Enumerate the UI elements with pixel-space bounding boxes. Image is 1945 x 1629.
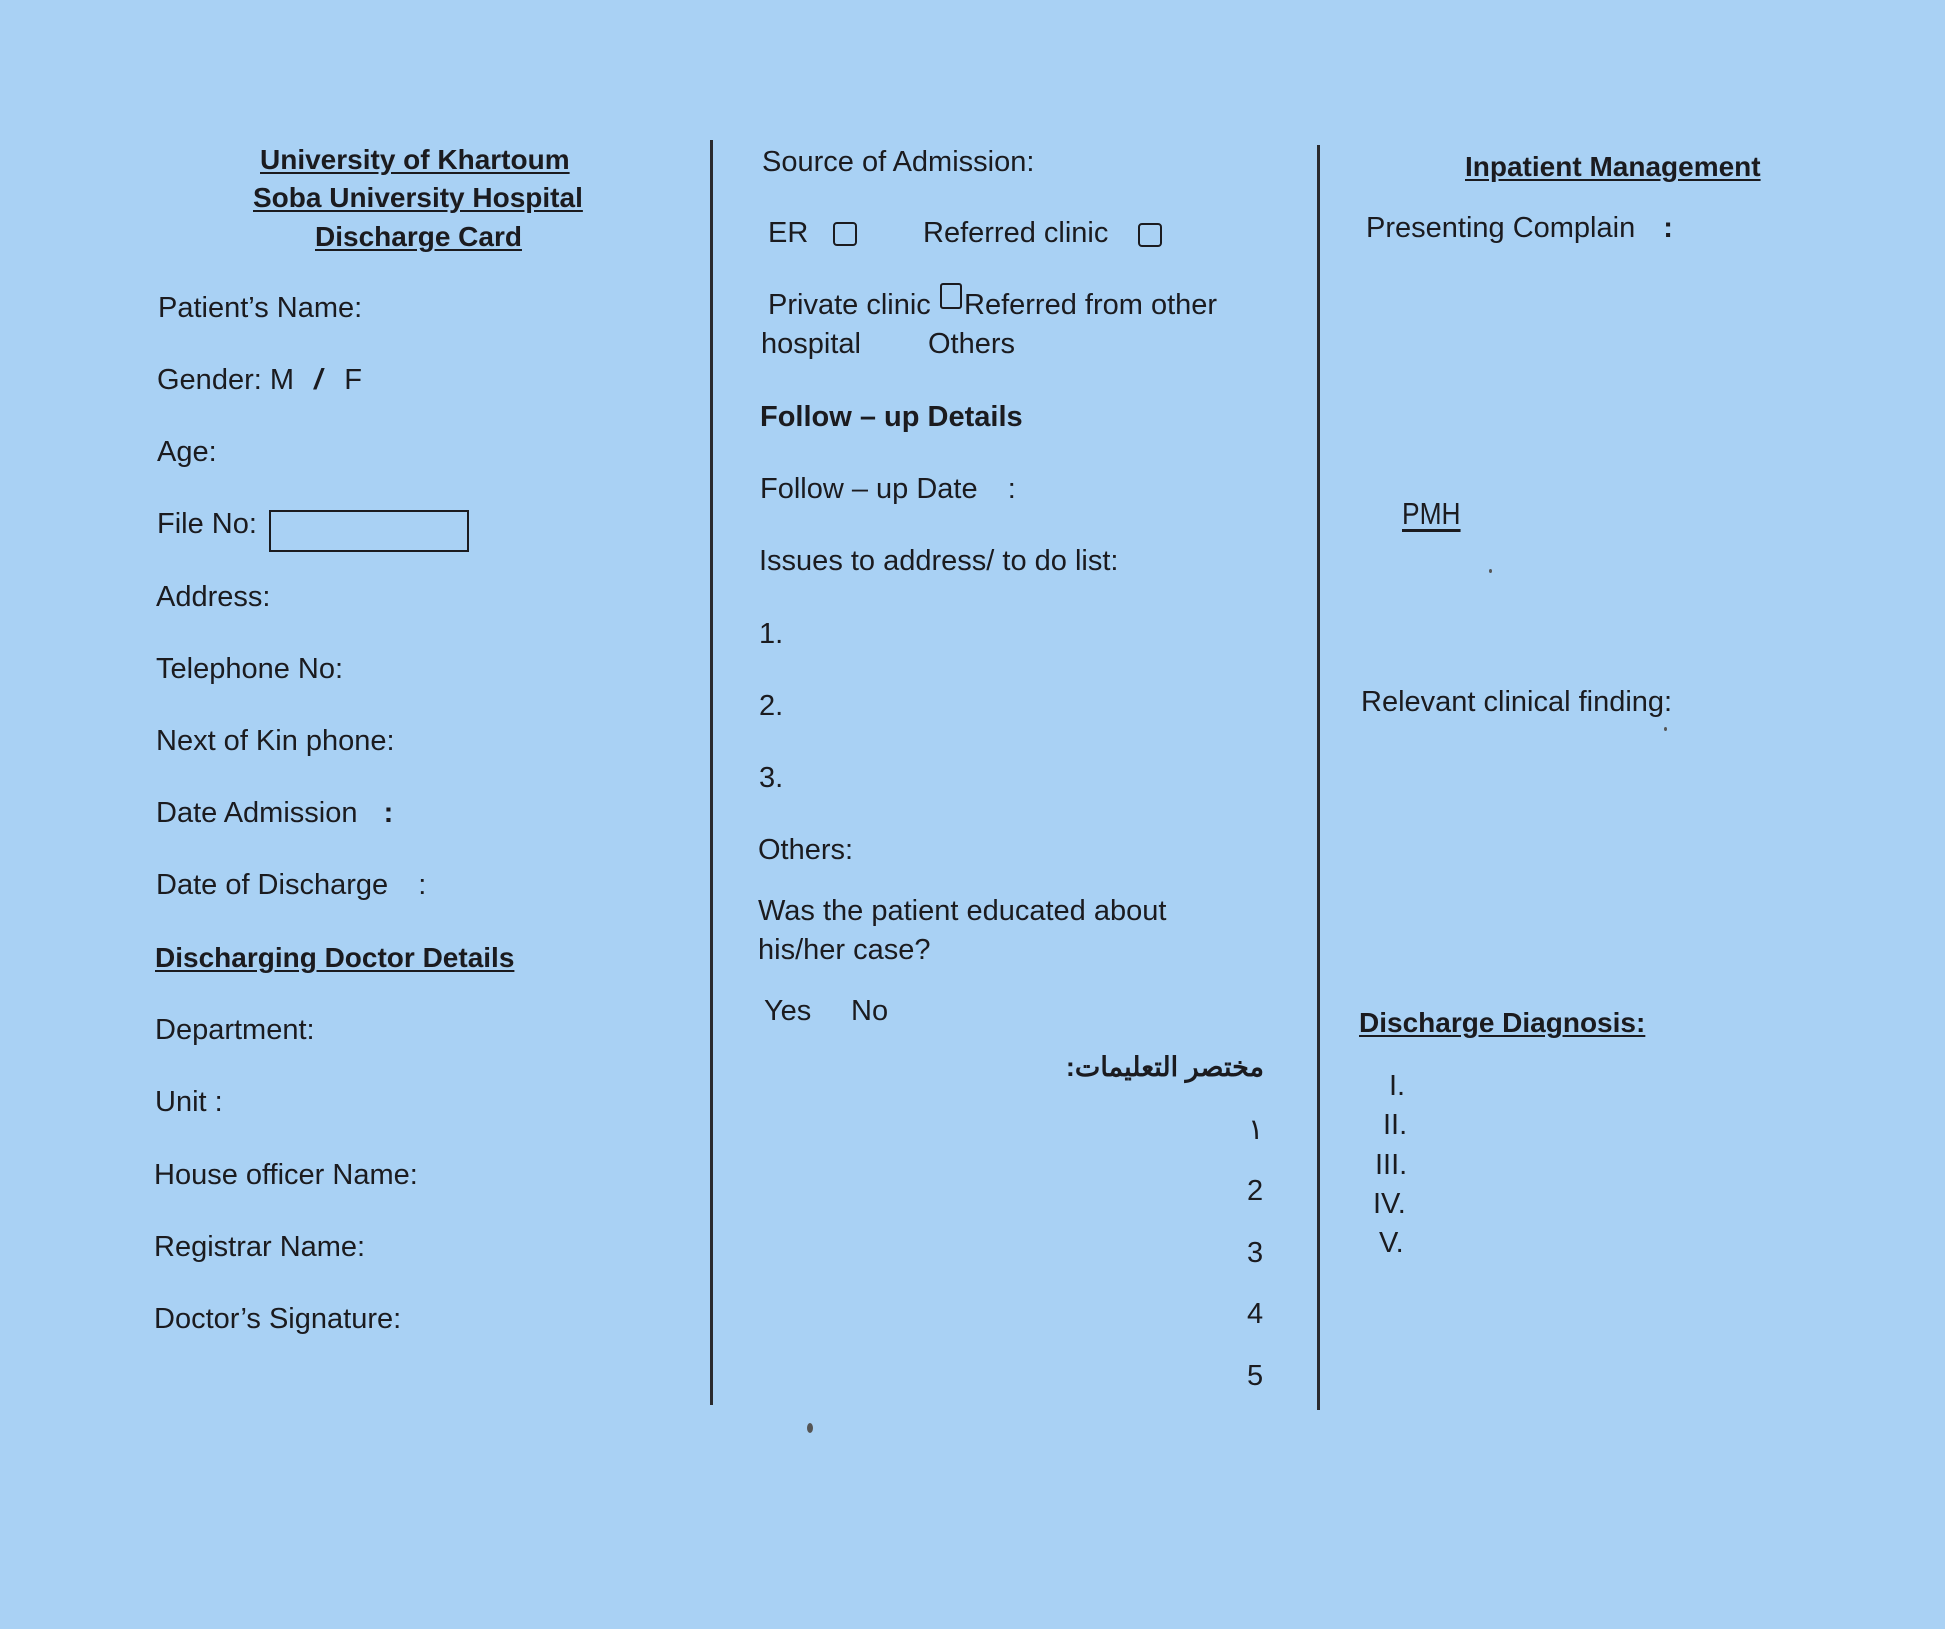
- gender-label: Gender: M: [157, 364, 294, 396]
- presenting-complain-label: Presenting Complain: [1366, 212, 1636, 244]
- inpatient-management-heading: Inpatient Management: [1465, 151, 1761, 182]
- date-admission-label: Date Admission: [156, 797, 358, 829]
- department-label: Department:: [155, 1014, 315, 1046]
- file-no-field[interactable]: [269, 510, 469, 552]
- others-admission-label: Others: [928, 328, 1016, 360]
- pmh-label: PMH: [1402, 496, 1461, 531]
- instructions-label: مختصر التعليمات:: [1065, 1052, 1264, 1082]
- hospital-label: hospital: [761, 328, 861, 360]
- discharging-doctor-heading: Discharging Doctor Details: [155, 942, 515, 973]
- university-title: University of Khartoum: [260, 144, 570, 175]
- referred-clinic-checkbox[interactable]: [1138, 223, 1162, 247]
- educated-question-line1: Was the patient educated about: [758, 895, 1167, 927]
- diagnosis-item: V.: [1379, 1227, 1404, 1259]
- follow-up-heading: Follow – up Details: [760, 401, 1023, 433]
- referred-clinic-label: Referred clinic: [923, 217, 1109, 249]
- scan-speck: [807, 1423, 813, 1433]
- issue-item: 2.: [759, 690, 784, 722]
- referred-other-label: Referred from other: [964, 289, 1218, 321]
- registrar-label: Registrar Name:: [154, 1231, 366, 1263]
- next-of-kin-label: Next of Kin phone:: [156, 725, 395, 757]
- presenting-complain-row: [1366, 214, 1673, 243]
- diagnosis-item: I.: [1389, 1070, 1406, 1102]
- date-discharge-row: [156, 871, 426, 900]
- er-label: ER: [768, 217, 809, 249]
- issue-item: 1.: [759, 618, 784, 650]
- discharge-diagnosis-heading: Discharge Diagnosis:: [1359, 1007, 1646, 1038]
- follow-up-date-colon: :: [1007, 473, 1016, 505]
- scan-speck: [1664, 727, 1667, 731]
- presenting-complain-colon: :: [1663, 212, 1673, 244]
- date-discharge-colon: :: [418, 869, 427, 901]
- gender-slash: /: [314, 364, 323, 396]
- diagnosis-item: III.: [1375, 1149, 1408, 1181]
- doctor-signature-label: Doctor’s Signature:: [154, 1303, 402, 1335]
- source-of-admission-label: Source of Admission:: [762, 146, 1035, 178]
- house-officer-label: House officer Name:: [154, 1159, 418, 1191]
- date-admission-row: [156, 799, 393, 828]
- instruction-number: 4: [1247, 1298, 1264, 1330]
- clinical-finding-label: Relevant clinical finding:: [1361, 686, 1673, 718]
- diagnosis-item: II.: [1383, 1109, 1408, 1141]
- private-clinic-checkbox[interactable]: [940, 283, 962, 309]
- hospital-title: Soba University Hospital: [253, 182, 583, 213]
- card-title: Discharge Card: [315, 221, 522, 252]
- unit-label: Unit :: [155, 1086, 223, 1118]
- file-no-label: File No:: [157, 508, 257, 540]
- patient-name-label: Patient’s Name:: [158, 292, 363, 324]
- follow-up-date-row: [760, 475, 1016, 504]
- scan-speck: [1489, 569, 1492, 573]
- gender-female-option[interactable]: F: [344, 364, 362, 396]
- educated-question-line2: his/her case?: [758, 934, 931, 966]
- instruction-number: 2: [1247, 1175, 1264, 1207]
- age-label: Age:: [157, 436, 217, 468]
- er-checkbox[interactable]: [833, 222, 857, 246]
- instruction-number: ١: [1248, 1114, 1264, 1146]
- column-divider-left: [710, 140, 713, 1405]
- yes-option[interactable]: Yes: [764, 995, 812, 1027]
- date-admission-colon: :: [383, 797, 394, 829]
- instruction-number: 5: [1247, 1360, 1264, 1392]
- telephone-label: Telephone No:: [156, 653, 344, 685]
- instruction-number: 3: [1247, 1237, 1264, 1269]
- gender-row: [157, 366, 362, 395]
- diagnosis-item: IV.: [1373, 1188, 1406, 1220]
- private-clinic-label: Private clinic: [768, 289, 931, 321]
- issues-label: Issues to address/ to do list:: [759, 545, 1119, 577]
- others-label: Others:: [758, 834, 854, 866]
- date-discharge-label: Date of Discharge: [156, 869, 389, 901]
- column-divider-right: [1317, 145, 1320, 1410]
- no-option[interactable]: No: [851, 995, 889, 1027]
- follow-up-date-label: Follow – up Date: [760, 473, 978, 505]
- issue-item: 3.: [759, 762, 784, 794]
- address-label: Address:: [156, 581, 271, 613]
